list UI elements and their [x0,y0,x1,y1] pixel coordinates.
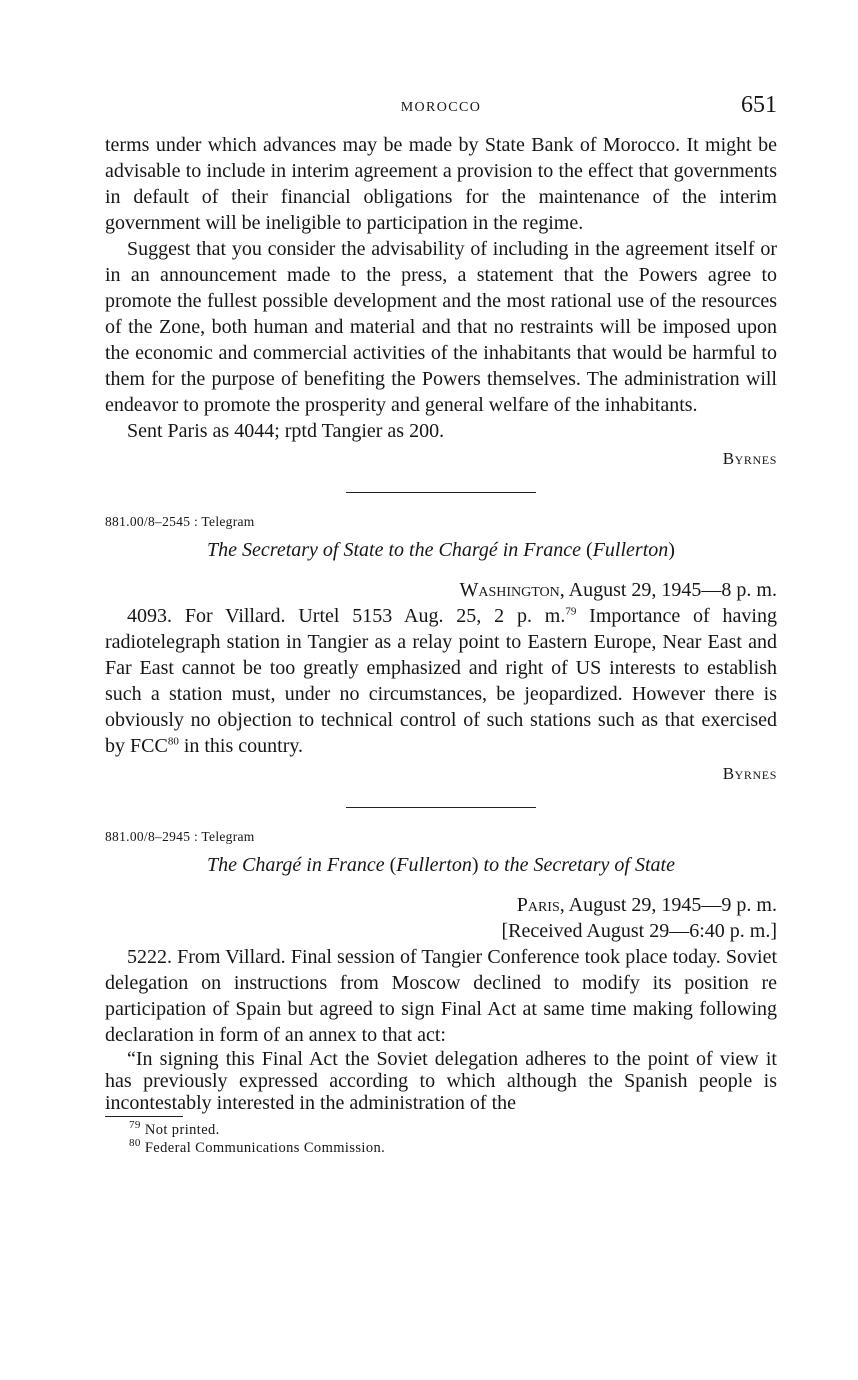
running-head [105,92,777,126]
signature-byrnes-2: Byrnes [722,764,777,783]
signature-byrnes-1: Byrnes [722,449,777,468]
footnote-rule [105,1116,183,1117]
dateline-date: , August 29, 1945—8 p. m. [559,579,777,601]
document-id-1: 881.00/8–2545 : Telegram [105,514,255,529]
dateline-place: Washington [459,579,560,601]
footnote-ref-79: 79 [565,605,577,618]
heading-paren-close: ) [471,854,479,876]
section-1 [105,132,777,472]
footnote-mark: 80 [129,1137,141,1150]
telegram-body-2: 5222. From Villard. Final session of Tangier Conference took place today. Soviet delegation on instructions from Moscow declined to modify its position re participation of Spain but agreed to sign Final Act at same time making following declaration in form of an annex to that act: [105,946,777,1046]
dateline-2 [105,892,777,918]
quoted-declaration: “In signing this Final Act the Soviet delegation adheres to the point of view it has previously expressed according to which although the Spanish people is incontestably interested in the administration of the [105,1048,777,1114]
document-id-2: 881.00/8–2945 : Telegram [105,829,255,844]
section-divider-1 [346,492,536,493]
dateline-date: , August 29, 1945—9 p. m. [559,894,777,916]
page-number: 651 [741,92,777,118]
heading-paren-open: ( [389,854,397,876]
section-2 [105,513,777,787]
paragraph-3: Sent Paris as 4044; rptd Tangier as 200. [127,420,445,442]
footnote-mark: 79 [129,1119,141,1132]
footnotes [105,1121,777,1157]
section-3 [105,828,777,1114]
heading-name: Fullerton [592,539,669,561]
dateline-1 [105,577,777,603]
telegram-body-1 [105,603,777,759]
body-text: 4093. For Villard. Urtel 5153 Aug. 25, 2 p. m. [127,605,566,627]
footnote-text: Federal Communications Commission. [140,1140,386,1156]
body-text: in this country. [178,735,304,757]
footnote-ref-80: 80 [167,735,179,748]
footnote-text: Not printed. [140,1122,220,1138]
received-line: [Received August 29—6:40 p. m.] [501,920,777,942]
paragraph-1: terms under which advances may be made by State Bank of Morocco. It might be advisable to include in interim agreement a provision to the effect that governments in default of their financial obligations for the maintenance of the interim government will be ineligible to participation in the regime. [105,134,777,234]
heading-text: to the Secretary of State [478,854,675,876]
dateline-place: Paris [516,894,560,916]
footnote-79 [105,1121,777,1139]
heading-paren-close: ) [668,539,675,561]
footnote-80 [105,1139,777,1157]
section-divider-2 [346,807,536,808]
document-heading-1 [105,537,777,563]
document-heading-2 [105,852,777,878]
heading-text: The Secretary of State to the Chargé in France [207,539,587,561]
running-title: MOROCCO [400,100,482,115]
body-text: Importance of having radiotelegraph station in Tangier as a relay point to Eastern Europe, Near East and Far East cannot be too greatly emphasized and right of US interests to establish such a station must, under no circumstances, be jeopardized. However there is obviously no objection to technical control of such stations such as that exercised by FCC [105,605,777,757]
paragraph-2: Suggest that you consider the advisability of including in the agreement itself or in an announcement made to the press, a statement that the Powers agree to promote the fullest possible development and the most rational use of the resources of the Zone, both human and material and that no restraints will be imposed upon the economic and commercial activities of the inhabitants that would be harmful to them for the purpose of benefiting the Powers themselves. The administration will endeavor to promote the prosperity and general welfare of the inhabitants. [105,238,777,416]
heading-text: The Chargé in France [207,854,390,876]
heading-paren-open: ( [586,539,593,561]
heading-name: Fullerton [396,854,472,876]
document-page [105,92,777,1157]
